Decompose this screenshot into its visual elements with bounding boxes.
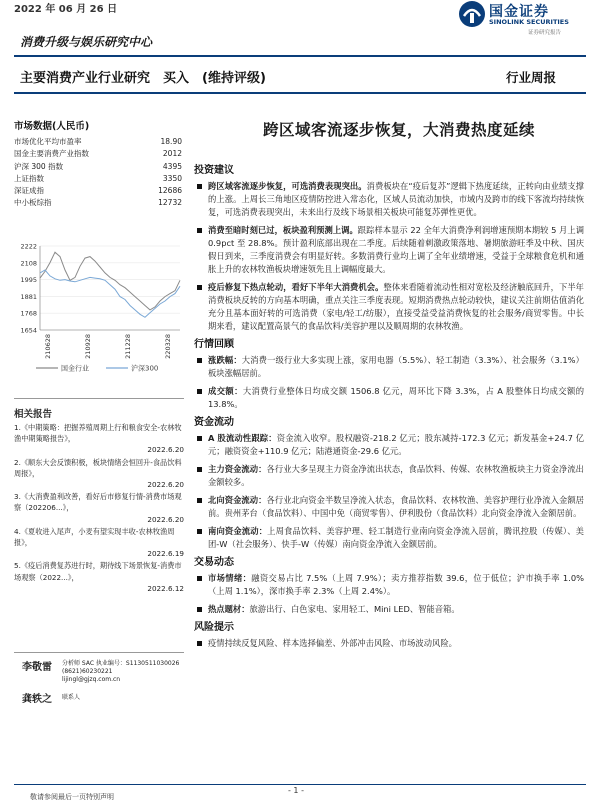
market-value: 4395: [162, 161, 182, 171]
chart-y-tick-label: 1654: [20, 326, 37, 335]
bullet-lead: 跨区域客流逐步恢复，可选消费表现突出。: [208, 181, 367, 191]
chart-series-line: [40, 252, 180, 310]
market-label: 中小板综指: [14, 198, 52, 208]
bullet-text: 大消费一级行业大多实现上涨，家用电器（5.5%）、轻工制造（3.3%）、社会服务（3.1%）板块涨幅居前。: [208, 355, 584, 378]
bullet-text: 各行业大多呈现主力资金净流出状态，食品饮料、传媒、农林牧渔板块主力资金净流出金额较多。: [208, 464, 584, 487]
header-divider: [14, 55, 586, 57]
bullet-text: 旅游出行、白色家电、家用轻工、Mini LED、智能音箱。: [249, 604, 460, 614]
related-report-date: 2022.6.12: [147, 583, 184, 593]
related-report-text: 4.《夏收进入尾声，小麦有望实现丰收-农林牧渔周报》，: [14, 526, 175, 548]
logo-icon: [458, 0, 486, 28]
bullet-lead: 市场情绪：: [208, 573, 252, 583]
related-report-text: 3.《大消费盈利改善，看好后市修复行情-消费市场观察（202206...》，: [14, 492, 182, 513]
bullet-lead: 涨跌幅：: [208, 355, 242, 365]
report-title: 主要消费产业行业研究 买入 (维持评级): [20, 71, 266, 86]
market-row: [14, 161, 184, 173]
bullet-paragraph: [194, 572, 584, 598]
bullet-paragraph: [194, 281, 584, 333]
related-report-text: 2.《顺东大会反馈积极，板块情绪会恒回升-食品饮料周报》，: [14, 457, 182, 478]
contact-name: 龚轶之: [22, 694, 52, 705]
bullet-lead: 北向资金流动：: [208, 495, 267, 505]
department: 消费升级与娱乐研究中心: [20, 35, 153, 49]
market-row: [14, 148, 184, 160]
chart-y-tick-label: 1995: [20, 276, 37, 285]
bullet-text: 消费板块在“疫后复苏”逻辑下热度延续，正转向由业绩支撑的上涨。上周长三角地区疫情防控进入常态化，区域人员流动加快，市域内及跨市的线下客流均持续恢复，可选消费表现突出，未来出行及线下场景相关板块可能复苏弹性更优。: [208, 181, 584, 217]
section-heading: 交易动态: [194, 557, 234, 568]
analyst-name: 李敬雷: [22, 662, 52, 673]
market-label: 国金主要消费产业指数: [14, 149, 89, 159]
analyst-email[interactable]: lijingl@gjzq.com.cn: [62, 676, 121, 683]
bullet-text: 跟踪样本显示 22 全年大消费净利润增速预期本期较 5 月上调 0.9pct 至 28.8%。预计盈利底部出现在二季度。后续随着刺激政策落地、暑期旅游旺季及中秋、国庆假日到来，三季度消费会有明显好转。多数消费行业均上调了全年业绩增速，受益于全球粮食危机和通胀上升的农林牧渔板块增速领先且上调幅度最大。: [208, 225, 584, 274]
chart-x-tick-label: 210628: [44, 334, 52, 359]
market-label: 深证成指: [14, 186, 44, 196]
chart-y-tick-label: 2108: [20, 259, 37, 268]
related-report-item[interactable]: [14, 526, 184, 560]
bullet-lead: 消费至暗时刻已过，板块盈利预测上调。: [208, 225, 358, 235]
related-report-date: 2022.6.19: [147, 549, 184, 559]
contact-title: 联系人: [62, 694, 81, 701]
section-heading: 行情回顾: [194, 339, 234, 350]
related-report-date: 2022.6.20: [147, 514, 184, 524]
related-report-item[interactable]: [14, 491, 184, 525]
bullet-paragraph: [194, 637, 584, 650]
footer-divider: [14, 784, 586, 785]
report-date: 2022 年 06 月 26 日: [14, 4, 118, 15]
related-report-item[interactable]: [14, 560, 184, 594]
chart-legend-label: 国金行业: [61, 364, 89, 373]
logo-cn: 国金证券: [489, 4, 549, 20]
bullet-text: 资金流入收窄。股权融资-218.2 亿元；股东减持-172.3 亿元；新发基金+24.7 亿元；融资资金+110.9 亿元；陆港通资金-29.6 亿元。: [208, 433, 584, 456]
market-row: [14, 136, 184, 148]
bullet-text: 大消费行业整体日均成交额 1506.8 亿元，周环比下降 3.3%，占 A 股整体日均成交额的 13.8%。: [208, 386, 584, 409]
bullet-paragraph: [194, 432, 584, 458]
bullet-text: 上周食品饮料、美容护理、轻工制造行业南向资金净流入居前，腾讯控股（传媒）、美团-W（社会服务）、快手-W（传媒）南向资金净流入金额居前。: [208, 526, 584, 549]
company-logo: [458, 0, 588, 40]
market-label: 上证指数: [14, 173, 44, 183]
page-number: - 1 -: [288, 786, 304, 795]
bullet-lead: 主力资金流动：: [208, 464, 267, 474]
bullet-text: 整体来看随着流动性相对宽松及经济触底回升，下半年消费板块反转的方向基本明确，重点关注三季度表现。短期消费热点轮动较快，建议关注前期估值消化充分且基本面好转的可选消费（家电/轻工/纺服），直接受益受益消费恢复的社会服务/商贸零售。中长期来看，建议配置高景气的食品饮料/美容护理以及顺周期的农林牧渔。: [208, 282, 584, 331]
chart-x-tick-label: 210928: [84, 334, 92, 359]
market-label: 沪深 300 指数: [14, 161, 64, 171]
section-heading: 资金流动: [194, 417, 234, 428]
section-heading: 风险提示: [194, 622, 234, 633]
related-report-text: 5.《疫后消费复苏进行时，期待线下场景恢复-消费市场观察（2022...》，: [14, 561, 182, 582]
bullet-paragraph: [194, 385, 584, 411]
market-value: 18.90: [160, 137, 182, 146]
market-data-panel: [14, 118, 184, 210]
section-heading: 投资建议: [194, 165, 234, 176]
main-title: 跨区域客流逐步恢复，大消费热度延续: [262, 121, 535, 139]
main-content: [194, 160, 584, 655]
chart-y-tick-label: 1768: [20, 309, 37, 318]
bullet-lead: 疫后修复下热点轮动，看好下半年大消费机会。: [208, 282, 384, 292]
logo-en: SINOLINK SECURITIES: [489, 18, 569, 26]
market-row: [14, 173, 184, 185]
bullet-paragraph: [194, 354, 584, 380]
market-row: [14, 185, 184, 197]
market-row: [14, 197, 184, 209]
bullet-paragraph: [194, 494, 584, 520]
bullet-text: 各行业北向资金半数呈净流入状态，食品饮料、农林牧渔、美容护理行业净流入金额居前。贵州茅台（食品饮料）、中国中免（商贸零售）、伊利股份（食品饮料）北向资金净流入金额居前。: [208, 495, 584, 518]
bullet-paragraph: [194, 463, 584, 489]
related-report-date: 2022.6.20: [147, 480, 184, 490]
related-list: [14, 422, 184, 595]
title-divider: [14, 92, 586, 94]
related-report-text: 1.《中期策略：把握养殖周期上行和粮食安全-农林牧渔中期策略报告》，: [14, 423, 182, 444]
market-value: 12686: [158, 186, 182, 196]
market-value: 3350: [162, 173, 182, 183]
related-report-date: 2022.6.20: [147, 445, 184, 455]
contact-info: [62, 694, 80, 702]
bullet-paragraph: [194, 603, 584, 616]
related-heading: 相关报告: [14, 409, 53, 420]
market-heading: 市场数据(人民币): [14, 121, 90, 132]
analyst-phone: (8621)60230221: [62, 668, 113, 675]
footer-note: 敬请参阅最后一页特别声明: [30, 793, 114, 801]
chart-x-tick-label: 220328: [164, 334, 172, 359]
chart-y-tick-label: 2222: [20, 242, 37, 251]
bullet-lead: 南向资金流动：: [208, 526, 268, 536]
logo-sub: 证券研究报告: [528, 30, 562, 36]
market-value: 2012: [162, 149, 182, 159]
bullet-text: 疫情持续反复风险、样本选择偏差、外部冲击风险、市场波动风险。: [208, 638, 457, 648]
chart-x-tick-label: 211228: [124, 334, 132, 359]
bullet-paragraph: [194, 224, 584, 276]
bullet-paragraph: [194, 525, 584, 551]
bullet-lead: 成交额：: [208, 386, 243, 396]
analyst-divider: [14, 652, 184, 653]
analyst-info: [62, 660, 179, 684]
report-type: 行业周报: [506, 70, 557, 85]
market-label: 市场优化平均市盈率: [14, 137, 82, 146]
index-chart-svg: [14, 240, 184, 380]
related-report-item[interactable]: [14, 422, 184, 456]
analyst-title: 分析师 SAC 执业编号：S1130511030026: [62, 660, 180, 667]
bullet-lead: 热点题材：: [208, 604, 250, 614]
index-chart: [14, 240, 184, 380]
related-report-item[interactable]: [14, 457, 184, 491]
bullet-paragraph: [194, 180, 584, 219]
chart-legend-label: 沪深300: [131, 364, 159, 373]
market-value: 12732: [158, 198, 182, 208]
chart-y-tick-label: 1881: [20, 292, 37, 301]
bullet-lead: A 股流动性跟踪：: [208, 433, 277, 443]
bullet-text: 融资交易占比 7.5%（上周 7.9%）；卖方推荐指数 39.6，位于低位；沪市换手率 1.0%（上周 1.1%），深市换手率 2.3%（上周 2.4%）。: [208, 573, 584, 596]
sidebar-divider: [14, 398, 184, 399]
